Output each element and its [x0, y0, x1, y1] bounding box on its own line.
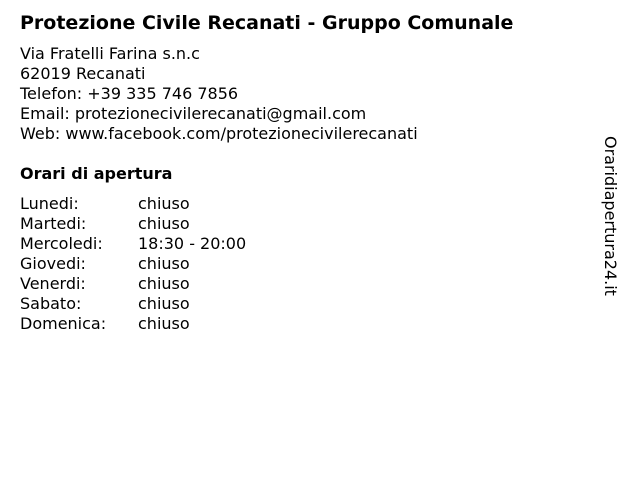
- contact-info: [20, 44, 418, 144]
- day-label: Giovedi:: [20, 254, 86, 273]
- day-label: Mercoledi:: [20, 234, 103, 253]
- day-label: Martedi:: [20, 214, 87, 233]
- day-label: Domenica:: [20, 314, 107, 333]
- time-value: chiuso: [138, 214, 190, 233]
- phone-line: Telefon: +39 335 746 7856: [20, 84, 239, 103]
- time-value: chiuso: [138, 314, 190, 333]
- day-label: Lunedi:: [20, 194, 79, 213]
- time-value: 18:30 - 20:00: [138, 234, 247, 253]
- email-line: Email: protezionecivilerecanati@gmail.com: [20, 104, 367, 123]
- day-label: Venerdi:: [20, 274, 86, 293]
- time-value: chiuso: [138, 254, 190, 273]
- page-title: Protezione Civile Recanati - Gruppo Comunale: [20, 12, 514, 34]
- time-value: chiuso: [138, 294, 190, 313]
- city-line: 62019 Recanati: [20, 64, 146, 83]
- brand-watermark: Oraridiapertura24.it: [601, 136, 620, 296]
- time-value: chiuso: [138, 274, 190, 293]
- day-label: Sabato:: [20, 294, 82, 313]
- address-line: Via Fratelli Farina s.n.c: [20, 44, 200, 63]
- web-line: Web: www.facebook.com/protezionecivilerecanati: [20, 124, 418, 143]
- time-value: chiuso: [138, 194, 190, 213]
- opening-hours-heading: Orari di apertura: [20, 164, 173, 183]
